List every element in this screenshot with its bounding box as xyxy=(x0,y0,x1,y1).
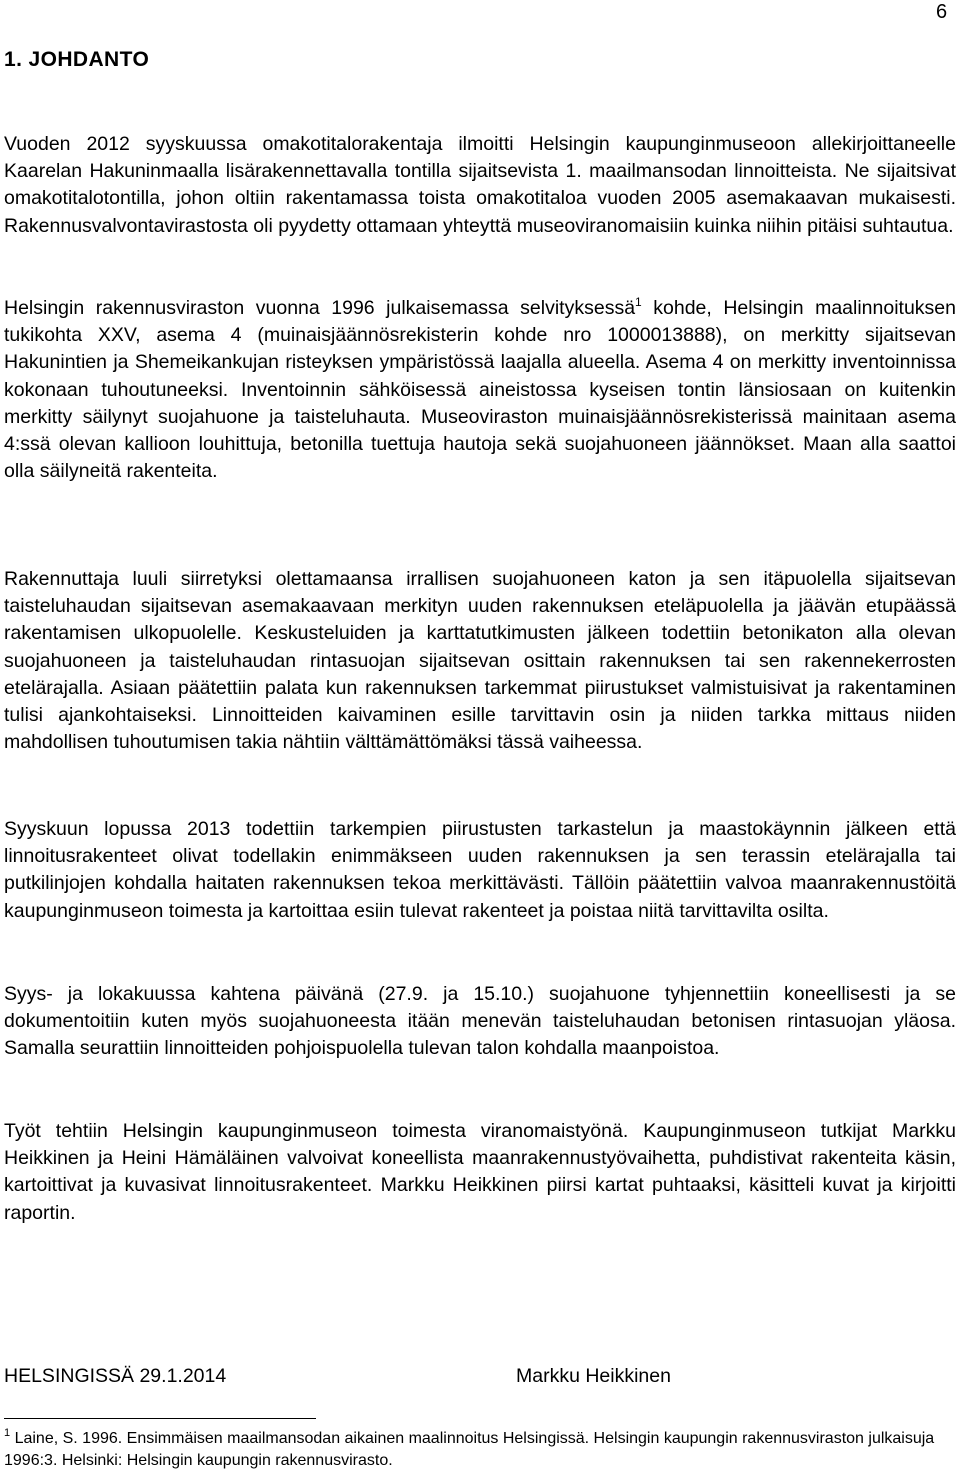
paragraph-6: Työt tehtiin Helsingin kaupunginmuseon toimesta viranomaistyönä. Kaupunginmuseon tutkijat Markku Heikkinen ja Heini Hämäläinen valvoivat koneellista maanrakennustyövaihetta, puhdistivat rakenteita käsin, kartoittivat ja kuvasivat linnoitusrakenteet. Markku Heikkinen piirsi kartat puhtaaksi, käsitteli kuvat ja kirjoitti raportin. xyxy=(4,1120,956,1224)
footnote-marker: 1 xyxy=(4,1427,11,1439)
footnote-divider xyxy=(4,1418,316,1419)
signature-author: Markku Heikkinen xyxy=(516,1365,671,1387)
paragraph-2 xyxy=(4,295,956,485)
section-heading: 1. JOHDANTO xyxy=(4,48,150,71)
paragraph-1: Vuoden 2012 syyskuussa omakotitalorakentaja ilmoitti Helsingin kaupunginmuseoon allekirjoittaneelle Kaarelan Hakuninmaalla lisärakennettavalla tontilla sijaitsevista 1. maailmansodan linnoitteista. Ne sijaitsivat omakotitalotontilla, johon oltiin rakentamassa toista omakotitaloa vuoden 2005 asemakaavan mukaisesti. Rakennusvalvontavirastosta oli pyydetty ottamaan yhteyttä museoviranomaisiin kuinka niihin pitäisi suhtautua. xyxy=(4,133,956,237)
paragraph-4: Syyskuun lopussa 2013 todettiin tarkempien piirustusten tarkastelun ja maastokäynnin jälkeen että linnoitusrakenteet olivat todellakin enimmäkseen uuden rakennuksen ja sen terassin etelärajalla tai putkilinjojen kohdalla haitaten rakennuksen tekoa merkittävästi. Tällöin päätettiin valvoa maanrakennustöitä kaupunginmuseon toimesta ja kartoittaa esiin tulevat rakenteet ja poistaa niitä tarvittavilta osilta. xyxy=(4,818,956,922)
footnote-reference[interactable]: 1 xyxy=(635,295,642,309)
paragraph-5: Syys- ja lokakuussa kahtena päivänä (27.9. ja 15.10.) suojahuone tyhjennettiin koneellisesti ja se dokumentoitiin kuten myös suojahuoneesta itään menevän taisteluhaudan betonisen rintasuojan yläosa. Samalla seurattiin linnoitteiden pohjoispuolella tulevan talon kohdalla maanpoistoa. xyxy=(4,983,956,1060)
paragraph-3: Rakennuttaja luuli siirretyksi olettamaansa irrallisen suojahuoneen katon ja sen itäpuolella sijaitsevan taisteluhaudan sijaitsevan asemakaavaan merkityn uuden rakennuksen eteläpuolella ja jäävän etupäässä rakentamisen ulkopuolelle. Keskusteluiden ja karttatutkimusten jälkeen todettiin betonikaton alla olevan suojahuoneen ja taisteluhaudan rintasuojan sijaitsevan osittain rakennuksen tai sen rakennekerrosten etelärajalla. Asiaan päätettiin palata kun rakennuksen tarkemmat piirustukset valmistuisivat ja rakentaminen tulisi ajankohtaiseksi. Linnoitteiden kaivaminen esille tarvittavin osin ja niiden tarkka mittaus niiden mahdollisen tuhoutumisen takia nähtiin välttämättömäksi tässä vaiheessa. xyxy=(4,568,956,754)
paragraph-2-text-start: Helsingin rakennusviraston vuonna 1996 julkaisemassa selvityksessä xyxy=(4,297,636,319)
paragraph-2-text-end: kohde, Helsingin maalinnoituksen tukikohta XXV, asema 4 (muinaisjäännösrekisterin kohde nro 1000013888), on merkitty sijaitsevan Hakunintien ja Shemeikankujan risteyksen ympäristössä laajalla alueella. Asema 4 on merkitty inventoinnissa kokonaan tuhoutuneeksi. Inventoinnin sähköisessä aineistossa kyseisen tontin länsiosaan on kuitenkin merkitty säilynyt suojahuone ja taisteluhauta. Museoviraston muinaisjäännösrekisterissä mainitaan asema 4:ssä olevan kallioon louhittuja, betonilla tuettuja hautoja sekä suojahuoneen jäännökset. Maan alla saattoi olla säilyneitä rakenteita. xyxy=(4,297,956,483)
signature-place-date: HELSINGISSÄ 29.1.2014 xyxy=(4,1365,227,1387)
footnote xyxy=(4,1428,944,1472)
footnote-text: Laine, S. 1996. Ensimmäisen maailmansodan aikainen maalinnoitus Helsingissä. Helsingin kaupungin rakennusviraston julkaisuja 1996:3. Helsinki: Helsingin kaupungin rakennusvirasto. xyxy=(4,1430,935,1469)
page-number: 6 xyxy=(936,1,948,23)
